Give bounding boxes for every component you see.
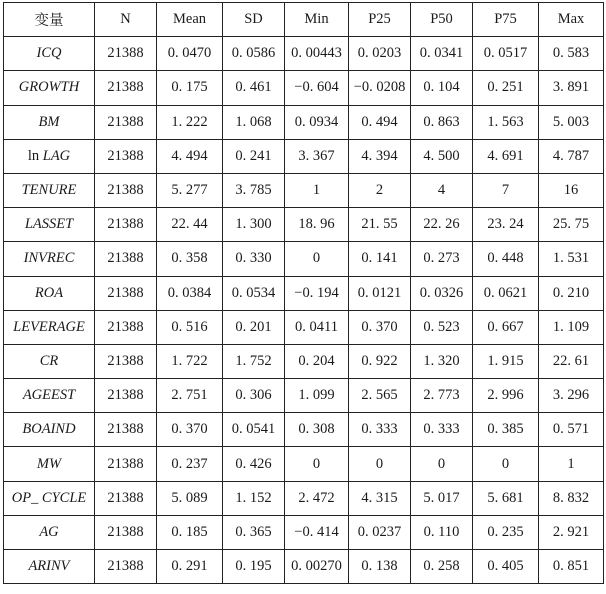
cell-max: 3. 891 bbox=[539, 71, 604, 105]
cell-mean: 1. 222 bbox=[157, 105, 223, 139]
variable-name: AGEEST bbox=[22, 387, 76, 404]
variable-name-cell bbox=[4, 447, 95, 481]
cell-max: 0. 851 bbox=[539, 550, 604, 584]
table-row bbox=[4, 139, 604, 173]
variable-name-cell bbox=[4, 481, 95, 515]
cell-p25: 2 bbox=[349, 173, 411, 207]
cell-max: 2. 921 bbox=[539, 515, 604, 549]
table-row bbox=[4, 550, 604, 584]
table-row bbox=[4, 344, 604, 378]
cell-sd: 0. 0534 bbox=[223, 276, 285, 310]
cell-mean: 5. 089 bbox=[157, 481, 223, 515]
cell-max: 25. 75 bbox=[539, 208, 604, 242]
variable-name: AG bbox=[39, 523, 59, 540]
cell-p75: 0. 448 bbox=[473, 242, 539, 276]
cell-p75: 0. 0621 bbox=[473, 276, 539, 310]
variable-name: INVREC bbox=[23, 250, 75, 267]
cell-sd: 0. 201 bbox=[223, 310, 285, 344]
variable-name: ICQ bbox=[36, 45, 62, 62]
cell-p50: 5. 017 bbox=[411, 481, 473, 515]
cell-p25: 0. 922 bbox=[349, 344, 411, 378]
cell-min: −0. 194 bbox=[285, 276, 349, 310]
header-p50: P50 bbox=[411, 3, 473, 37]
variable-name-cell bbox=[4, 105, 95, 139]
cell-sd: 1. 152 bbox=[223, 481, 285, 515]
cell-p25: 21. 55 bbox=[349, 208, 411, 242]
cell-mean: 22. 44 bbox=[157, 208, 223, 242]
cell-mean: 0. 516 bbox=[157, 310, 223, 344]
header-sd: SD bbox=[223, 3, 285, 37]
table-body bbox=[4, 37, 604, 584]
cell-min: 0 bbox=[285, 242, 349, 276]
cell-n: 21388 bbox=[95, 413, 157, 447]
cell-min: 2. 472 bbox=[285, 481, 349, 515]
cell-min: 0. 204 bbox=[285, 344, 349, 378]
cell-mean: 0. 237 bbox=[157, 447, 223, 481]
variable-name-cell bbox=[4, 242, 95, 276]
cell-n: 21388 bbox=[95, 242, 157, 276]
cell-p75: 0. 251 bbox=[473, 71, 539, 105]
cell-p25: 4. 394 bbox=[349, 139, 411, 173]
cell-p75: 7 bbox=[473, 173, 539, 207]
table-row bbox=[4, 71, 604, 105]
cell-sd: 1. 752 bbox=[223, 344, 285, 378]
variable-name-cell bbox=[4, 344, 95, 378]
table-row bbox=[4, 242, 604, 276]
cell-p75: 23. 24 bbox=[473, 208, 539, 242]
cell-mean: 0. 358 bbox=[157, 242, 223, 276]
cell-p25: 0. 0237 bbox=[349, 515, 411, 549]
table-row bbox=[4, 208, 604, 242]
variable-name-cell bbox=[4, 379, 95, 413]
table-row bbox=[4, 37, 604, 71]
cell-p75: 1. 563 bbox=[473, 105, 539, 139]
variable-name: MW bbox=[36, 455, 62, 472]
variable-name-cell bbox=[4, 413, 95, 447]
cell-p25: −0. 0208 bbox=[349, 71, 411, 105]
table-row bbox=[4, 447, 604, 481]
cell-p75: 4. 691 bbox=[473, 139, 539, 173]
cell-n: 21388 bbox=[95, 276, 157, 310]
cell-n: 21388 bbox=[95, 37, 157, 71]
cell-n: 21388 bbox=[95, 344, 157, 378]
table-row bbox=[4, 413, 604, 447]
cell-sd: 1. 068 bbox=[223, 105, 285, 139]
cell-mean: 0. 370 bbox=[157, 413, 223, 447]
cell-sd: 0. 0586 bbox=[223, 37, 285, 71]
cell-p25: 0. 333 bbox=[349, 413, 411, 447]
variable-name: ROA bbox=[34, 284, 64, 301]
cell-p25: 0 bbox=[349, 447, 411, 481]
cell-p25: 4. 315 bbox=[349, 481, 411, 515]
cell-sd: 1. 300 bbox=[223, 208, 285, 242]
cell-n: 21388 bbox=[95, 481, 157, 515]
cell-max: 16 bbox=[539, 173, 604, 207]
cell-min: 18. 96 bbox=[285, 208, 349, 242]
summary-statistics-table bbox=[3, 2, 604, 584]
cell-sd: 0. 0541 bbox=[223, 413, 285, 447]
cell-p50: 22. 26 bbox=[411, 208, 473, 242]
cell-mean: 0. 291 bbox=[157, 550, 223, 584]
cell-p50: 0. 333 bbox=[411, 413, 473, 447]
header-p75: P75 bbox=[473, 3, 539, 37]
cell-min: 1 bbox=[285, 173, 349, 207]
cell-max: 5. 003 bbox=[539, 105, 604, 139]
table-header-row bbox=[4, 3, 604, 37]
cell-p50: 0 bbox=[411, 447, 473, 481]
cell-min: 0. 0934 bbox=[285, 105, 349, 139]
cell-sd: 0. 461 bbox=[223, 71, 285, 105]
variable-name: BM bbox=[38, 113, 60, 130]
variable-prefix: ln bbox=[27, 147, 43, 164]
cell-p50: 0. 273 bbox=[411, 242, 473, 276]
variable-name: GROWTH bbox=[18, 79, 80, 96]
cell-max: 1. 531 bbox=[539, 242, 604, 276]
cell-sd: 3. 785 bbox=[223, 173, 285, 207]
cell-max: 8. 832 bbox=[539, 481, 604, 515]
variable-name: LAG bbox=[42, 147, 71, 164]
cell-min: 0. 00270 bbox=[285, 550, 349, 584]
cell-p75: 0. 667 bbox=[473, 310, 539, 344]
cell-sd: 0. 306 bbox=[223, 379, 285, 413]
cell-p50: 0. 863 bbox=[411, 105, 473, 139]
table-row bbox=[4, 173, 604, 207]
variable-name: LASSET bbox=[24, 216, 74, 233]
header-n: N bbox=[95, 3, 157, 37]
cell-p25: 0. 0121 bbox=[349, 276, 411, 310]
variable-name-cell bbox=[4, 139, 95, 173]
header-max: Max bbox=[539, 3, 604, 37]
cell-min: 0. 308 bbox=[285, 413, 349, 447]
cell-n: 21388 bbox=[95, 550, 157, 584]
cell-mean: 5. 277 bbox=[157, 173, 223, 207]
variable-name-cell bbox=[4, 550, 95, 584]
cell-min: −0. 414 bbox=[285, 515, 349, 549]
cell-n: 21388 bbox=[95, 139, 157, 173]
cell-max: 3. 296 bbox=[539, 379, 604, 413]
table-row bbox=[4, 276, 604, 310]
cell-n: 21388 bbox=[95, 379, 157, 413]
table-row bbox=[4, 105, 604, 139]
cell-min: 1. 099 bbox=[285, 379, 349, 413]
cell-max: 1. 109 bbox=[539, 310, 604, 344]
variable-name: LEVERAGE bbox=[13, 318, 85, 335]
cell-p50: 0. 0341 bbox=[411, 37, 473, 71]
cell-n: 21388 bbox=[95, 105, 157, 139]
cell-p75: 1. 915 bbox=[473, 344, 539, 378]
cell-p25: 0. 0203 bbox=[349, 37, 411, 71]
cell-mean: 4. 494 bbox=[157, 139, 223, 173]
cell-sd: 0. 195 bbox=[223, 550, 285, 584]
cell-min: 0. 0411 bbox=[285, 310, 349, 344]
cell-p75: 0. 385 bbox=[473, 413, 539, 447]
cell-p50: 4 bbox=[411, 173, 473, 207]
cell-sd: 0. 426 bbox=[223, 447, 285, 481]
table-row bbox=[4, 379, 604, 413]
variable-name-cell bbox=[4, 515, 95, 549]
cell-mean: 0. 185 bbox=[157, 515, 223, 549]
cell-p50: 1. 320 bbox=[411, 344, 473, 378]
cell-mean: 1. 722 bbox=[157, 344, 223, 378]
cell-p75: 0. 0517 bbox=[473, 37, 539, 71]
cell-max: 0. 210 bbox=[539, 276, 604, 310]
cell-mean: 0. 175 bbox=[157, 71, 223, 105]
table-row bbox=[4, 515, 604, 549]
variable-name-cell bbox=[4, 37, 95, 71]
header-min: Min bbox=[285, 3, 349, 37]
cell-min: −0. 604 bbox=[285, 71, 349, 105]
cell-p25: 2. 565 bbox=[349, 379, 411, 413]
cell-sd: 0. 365 bbox=[223, 515, 285, 549]
cell-p50: 0. 0326 bbox=[411, 276, 473, 310]
cell-min: 0. 00443 bbox=[285, 37, 349, 71]
cell-n: 21388 bbox=[95, 310, 157, 344]
cell-p50: 0. 258 bbox=[411, 550, 473, 584]
cell-sd: 0. 330 bbox=[223, 242, 285, 276]
variable-name: OP_ CYCLE bbox=[11, 489, 87, 506]
cell-max: 1 bbox=[539, 447, 604, 481]
cell-p25: 0. 370 bbox=[349, 310, 411, 344]
cell-n: 21388 bbox=[95, 515, 157, 549]
cell-p75: 0. 235 bbox=[473, 515, 539, 549]
cell-p75: 0 bbox=[473, 447, 539, 481]
cell-p50: 0. 523 bbox=[411, 310, 473, 344]
header-p25: P25 bbox=[349, 3, 411, 37]
variable-name-cell bbox=[4, 173, 95, 207]
table-row bbox=[4, 310, 604, 344]
header-variable: 变量 bbox=[4, 3, 95, 37]
cell-p75: 5. 681 bbox=[473, 481, 539, 515]
variable-name: TENURE bbox=[21, 182, 77, 199]
variable-name: ARINV bbox=[28, 558, 70, 575]
cell-p50: 0. 110 bbox=[411, 515, 473, 549]
cell-p50: 4. 500 bbox=[411, 139, 473, 173]
header-mean: Mean bbox=[157, 3, 223, 37]
variable-name: CR bbox=[39, 352, 59, 369]
cell-mean: 2. 751 bbox=[157, 379, 223, 413]
cell-max: 0. 583 bbox=[539, 37, 604, 71]
table-row bbox=[4, 481, 604, 515]
cell-p75: 0. 405 bbox=[473, 550, 539, 584]
cell-max: 22. 61 bbox=[539, 344, 604, 378]
cell-mean: 0. 0470 bbox=[157, 37, 223, 71]
variable-name-cell bbox=[4, 71, 95, 105]
variable-name: BOAIND bbox=[22, 421, 76, 438]
variable-name-cell bbox=[4, 276, 95, 310]
cell-min: 3. 367 bbox=[285, 139, 349, 173]
cell-n: 21388 bbox=[95, 173, 157, 207]
cell-p75: 2. 996 bbox=[473, 379, 539, 413]
variable-name-cell bbox=[4, 208, 95, 242]
cell-n: 21388 bbox=[95, 447, 157, 481]
cell-p50: 2. 773 bbox=[411, 379, 473, 413]
cell-sd: 0. 241 bbox=[223, 139, 285, 173]
cell-p25: 0. 494 bbox=[349, 105, 411, 139]
cell-n: 21388 bbox=[95, 71, 157, 105]
cell-min: 0 bbox=[285, 447, 349, 481]
cell-n: 21388 bbox=[95, 208, 157, 242]
cell-max: 4. 787 bbox=[539, 139, 604, 173]
cell-max: 0. 571 bbox=[539, 413, 604, 447]
cell-p50: 0. 104 bbox=[411, 71, 473, 105]
variable-name-cell bbox=[4, 310, 95, 344]
cell-p25: 0. 141 bbox=[349, 242, 411, 276]
cell-mean: 0. 0384 bbox=[157, 276, 223, 310]
cell-p25: 0. 138 bbox=[349, 550, 411, 584]
